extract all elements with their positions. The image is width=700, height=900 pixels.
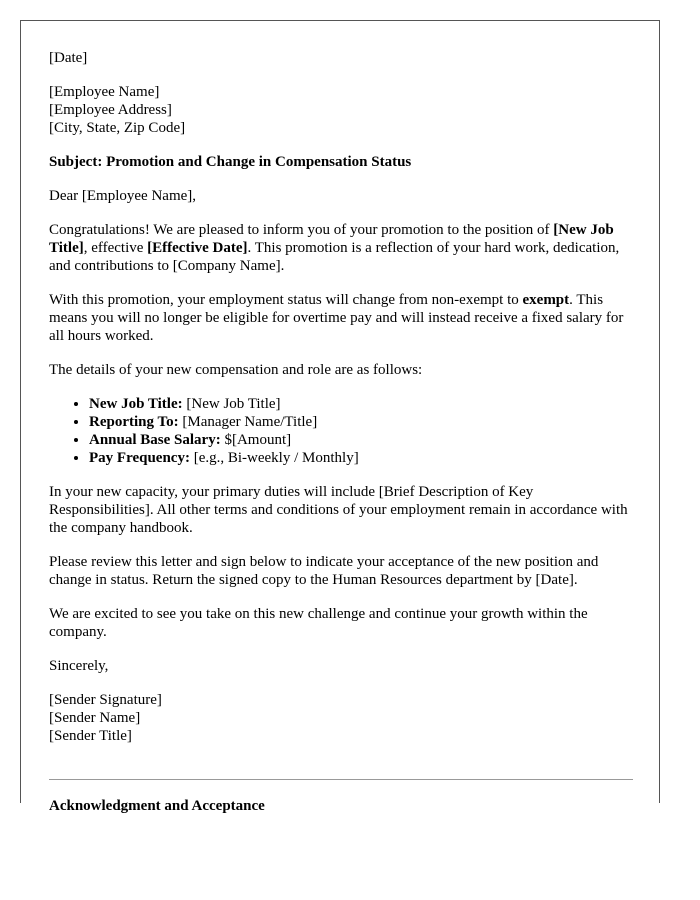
detail-value: [New Job Title] xyxy=(182,396,281,412)
paragraph-promotion-text-2: , effective xyxy=(83,240,148,256)
paragraph-closing-remarks: We are excited to see you take on this new challenge and continue your growth within the company. xyxy=(49,606,588,640)
sender-signature: [Sender Signature] xyxy=(49,692,162,708)
sender-block xyxy=(49,691,635,745)
list-item xyxy=(89,413,635,431)
sender-title: [Sender Title] xyxy=(49,728,132,744)
paragraph-promotion xyxy=(49,221,635,275)
detail-value: [e.g., Bi-weekly / Monthly] xyxy=(189,450,359,466)
paragraph-promotion-text-1: Congratulations! We are pleased to inform you of your promotion to the position of xyxy=(49,222,554,238)
list-item xyxy=(89,431,635,449)
acknowledgment-heading: Acknowledgment and Acceptance xyxy=(49,798,265,814)
detail-label: Annual Base Salary: xyxy=(89,432,221,448)
salutation: Dear [Employee Name], xyxy=(49,188,197,204)
closing: Sincerely, xyxy=(49,658,109,674)
compensation-details-list xyxy=(49,395,635,467)
employee-name: [Employee Name] xyxy=(49,84,160,100)
letter-page xyxy=(20,20,660,814)
detail-label: Reporting To: xyxy=(89,414,179,430)
section-divider xyxy=(49,779,633,780)
paragraph-status-change xyxy=(49,291,635,345)
sender-name: [Sender Name] xyxy=(49,710,141,726)
list-item xyxy=(89,395,635,413)
new-job-title-placeholder: [New Job Title] xyxy=(49,222,614,256)
city-state-zip: [City, State, Zip Code] xyxy=(49,120,186,136)
effective-date-placeholder: [Effective Date] xyxy=(147,240,248,256)
letter-date: [Date] xyxy=(49,50,88,66)
subject-line: Subject: Promotion and Change in Compensation Status xyxy=(49,154,412,170)
detail-label: Pay Frequency: xyxy=(89,450,190,466)
paragraph-status-text-1: With this promotion, your employment status will change from non-exempt to xyxy=(49,292,523,308)
detail-value: $[Amount] xyxy=(220,432,292,448)
detail-label: New Job Title: xyxy=(89,396,183,412)
detail-value: [Manager Name/Title] xyxy=(178,414,318,430)
list-item xyxy=(89,449,635,467)
employee-address: [Employee Address] xyxy=(49,102,172,118)
letter-body xyxy=(49,49,635,761)
paragraph-duties: In your new capacity, your primary duties will include [Brief Description of Key Responsibilities]. All other terms and conditions of your employment remain in accordance with the company handbook. xyxy=(49,484,628,536)
exempt-status: exempt xyxy=(522,292,570,308)
paragraph-details-intro: The details of your new compensation and role are as follows: xyxy=(49,362,423,378)
paragraph-review-sign: Please review this letter and sign below to indicate your acceptance of the new position and change in status. Return the signed copy to the Human Resources department by [Date]. xyxy=(49,554,599,588)
recipient-address xyxy=(49,83,635,137)
paragraph-promotion-text-3: . This promotion is a reflection of your hard work, dedication, and contributions to [Company Name]. xyxy=(49,240,620,274)
paragraph-status-text-2: . This means you will no longer be eligible for overtime pay and will instead receive a fixed salary for all hours worked. xyxy=(49,292,624,344)
